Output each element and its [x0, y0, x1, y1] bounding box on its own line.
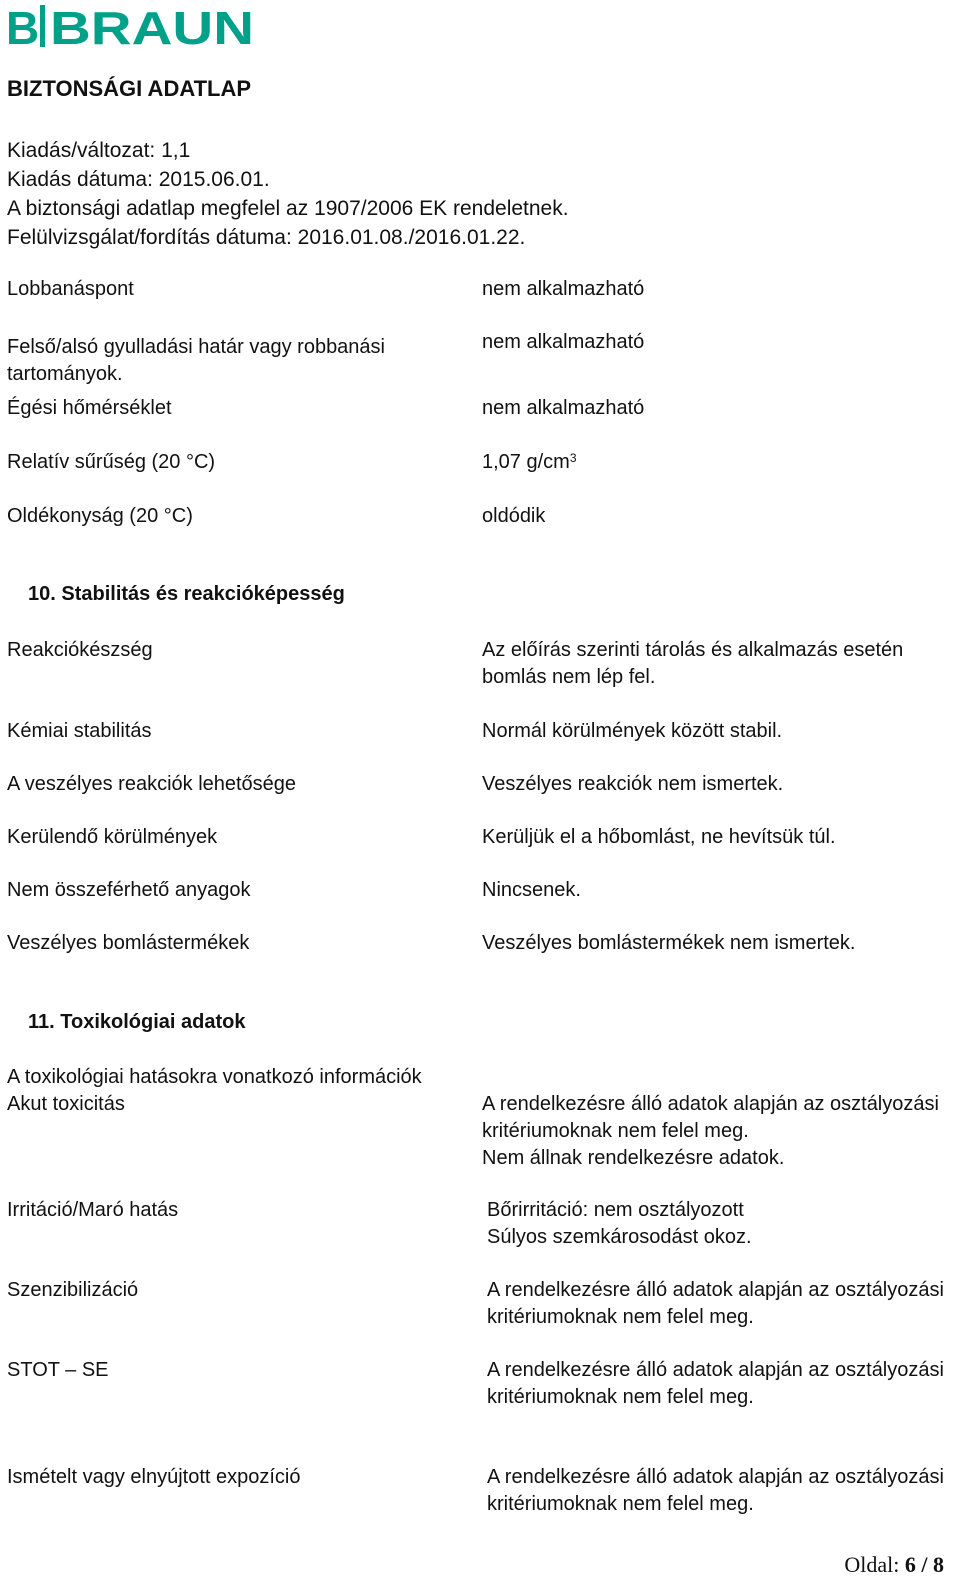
property-label-cont: tartományok.	[7, 363, 123, 385]
toxicology-value-cont: kritériumoknak nem felel meg.	[482, 1120, 749, 1142]
property-value: nem alkalmazható	[482, 397, 645, 419]
toxicology-intro: A toxikológiai hatásokra vonatkozó információk	[7, 1066, 422, 1088]
property-label: Oldékonyság (20 °C)	[7, 505, 193, 527]
section-10-heading: 10. Stabilitás és reakcióképesség	[28, 583, 345, 605]
stability-label: Kémiai stabilitás	[7, 720, 152, 742]
page-total: 8	[933, 1552, 944, 1577]
property-value: oldódik	[482, 505, 546, 527]
toxicology-value-cont: kritériumoknak nem felel meg.	[487, 1386, 754, 1408]
document-title: BIZTONSÁGI ADATLAP	[7, 76, 252, 101]
density-exponent: 3	[569, 451, 577, 465]
toxicology-value: A rendelkezésre álló adatok alapján az osztályozási	[487, 1359, 944, 1381]
braun-logo	[6, 2, 256, 50]
property-value: nem alkalmazható	[482, 331, 645, 353]
stability-value: Veszélyes bomlástermékek nem ismertek.	[482, 932, 856, 954]
stability-label: Nem összeférhető anyagok	[7, 879, 251, 901]
stability-label: Kerülendő körülmények	[7, 826, 218, 848]
property-label: Felső/alsó gyulladási határ vagy robbanási	[7, 336, 385, 358]
toxicology-label: Szenzibilizáció	[7, 1279, 139, 1301]
logo-divider	[40, 5, 45, 47]
page-separator: /	[921, 1552, 928, 1577]
property-label: Lobbanáspont	[7, 278, 134, 300]
toxicology-value: A rendelkezésre álló adatok alapján az osztályozási	[482, 1093, 939, 1115]
review-date: Felülvizsgálat/fordítás dátuma: 2016.01.08./2016.01.22.	[7, 226, 526, 249]
toxicology-label: STOT – SE	[7, 1359, 109, 1381]
toxicology-value: Bőrirritáció: nem osztályozott	[487, 1199, 744, 1221]
page-label: Oldal:	[844, 1552, 900, 1577]
stability-value: Veszélyes reakciók nem ismertek.	[482, 773, 784, 795]
stability-value: Nincsenek.	[482, 879, 581, 901]
property-label: Égési hőmérséklet	[7, 397, 172, 419]
toxicology-value-cont: Súlyos szemkárosodást okoz.	[487, 1226, 752, 1248]
logo-word: BRAUN	[50, 2, 254, 50]
stability-value-cont: bomlás nem lép fel.	[482, 666, 656, 688]
issue-version: Kiadás/változat: 1,1	[7, 139, 191, 162]
toxicology-value: A rendelkezésre álló adatok alapján az osztályozási	[487, 1466, 944, 1488]
stability-value: Kerüljük el a hőbomlást, ne hevítsük túl.	[482, 826, 836, 848]
toxicology-label: Ismételt vagy elnyújtott expozíció	[7, 1466, 301, 1488]
regulation-note: A biztonsági adatlap megfelel az 1907/2006 EK rendeletnek.	[7, 197, 569, 220]
toxicology-value-cont: Nem állnak rendelkezésre adatok.	[482, 1147, 785, 1169]
toxicology-label: Irritáció/Maró hatás	[7, 1199, 179, 1221]
logo-letter-b: B	[6, 2, 40, 50]
stability-label: Reakciókészség	[7, 639, 153, 661]
stability-label: Veszélyes bomlástermékek	[7, 932, 250, 954]
page-current: 6	[904, 1552, 916, 1577]
section-11-heading: 11. Toxikológiai adatok	[28, 1011, 246, 1033]
toxicology-label: Akut toxicitás	[7, 1093, 125, 1115]
density-value: 1,07 g/cm	[482, 451, 570, 473]
property-value	[482, 449, 577, 476]
page-number	[844, 1552, 944, 1578]
stability-value: Az előírás szerinti tárolás és alkalmazás esetén	[482, 639, 904, 661]
toxicology-value: A rendelkezésre álló adatok alapján az osztályozási	[487, 1279, 944, 1301]
stability-value: Normál körülmények között stabil.	[482, 720, 783, 742]
toxicology-value-cont: kritériumoknak nem felel meg.	[487, 1306, 754, 1328]
toxicology-value-cont: kritériumoknak nem felel meg.	[487, 1493, 754, 1515]
property-value: nem alkalmazható	[482, 278, 645, 300]
stability-label: A veszélyes reakciók lehetősége	[7, 773, 297, 795]
issue-date: Kiadás dátuma: 2015.06.01.	[7, 168, 270, 191]
property-label: Relatív sűrűség (20 °C)	[7, 451, 216, 473]
